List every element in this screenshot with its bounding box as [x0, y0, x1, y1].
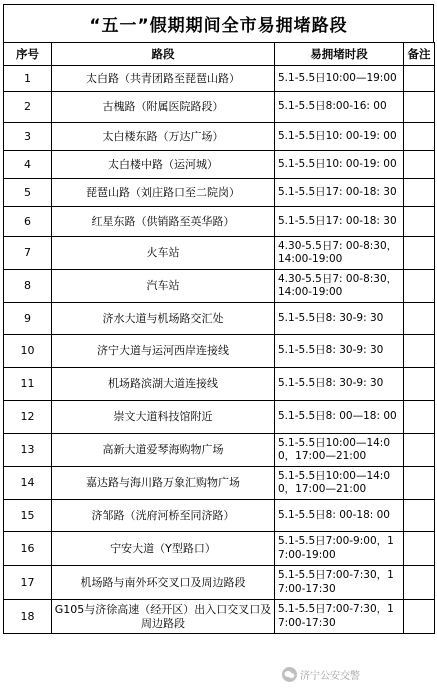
row-number: 11 [4, 368, 52, 401]
congestion-time: 5.1-5.5日7:00-7:30，17:00-17:30 [275, 566, 404, 600]
remark [404, 401, 435, 434]
remark [404, 600, 435, 634]
remark [404, 566, 435, 600]
road-segment: 古槐路（附属医院路段） [52, 92, 275, 123]
congestion-time: 4.30-5.5日7: 00-8:30，14:00-19:00 [275, 237, 404, 270]
table-row [4, 500, 435, 532]
table-row [4, 303, 435, 335]
row-number: 2 [4, 92, 52, 123]
road-segment: 太白路（共青团路至琵琶山路） [52, 66, 275, 92]
header-road: 路段 [52, 43, 275, 66]
congestion-time: 5.1-5.5日8:00-16: 00 [275, 92, 404, 123]
road-segment: 高新大道爱琴海购物广场 [52, 434, 275, 467]
road-segment: 琵琶山路（刘庄路口至二院岗） [52, 179, 275, 207]
row-number: 14 [4, 467, 52, 500]
remark [404, 237, 435, 270]
road-segment: 汽车站 [52, 270, 275, 303]
remark [404, 92, 435, 123]
page-title: “五一”假期期间全市易拥堵路段 [3, 4, 434, 42]
congestion-time: 5.1-5.5日10:00—14:00，17:00—21:00 [275, 467, 404, 500]
road-segment: 宁安大道（Y型路口） [52, 532, 275, 566]
watermark-text: 济宁公安交警 [300, 670, 360, 682]
congestion-table [3, 42, 435, 634]
road-segment: 火车站 [52, 237, 275, 270]
remark [404, 335, 435, 368]
remark [404, 66, 435, 92]
row-number: 6 [4, 207, 52, 237]
table-row [4, 179, 435, 207]
congestion-time: 5.1-5.5日8: 30-9: 30 [275, 303, 404, 335]
congestion-time: 4.30-5.5日7: 00-8:30，14:00-19:00 [275, 270, 404, 303]
road-segment: 嘉达路与海川路万象汇购物广场 [52, 467, 275, 500]
row-number: 4 [4, 151, 52, 179]
congestion-time: 5.1-5.5日17: 00-18: 30 [275, 179, 404, 207]
table-row [4, 600, 435, 634]
row-number: 15 [4, 500, 52, 532]
road-segment: 济邹路（洸府河桥至同济路） [52, 500, 275, 532]
remark [404, 500, 435, 532]
row-number: 8 [4, 270, 52, 303]
row-number: 17 [4, 566, 52, 600]
row-number: 1 [4, 66, 52, 92]
header-no: 序号 [4, 43, 52, 66]
row-number: 3 [4, 123, 52, 151]
remark [404, 303, 435, 335]
table-row [4, 566, 435, 600]
table-row [4, 532, 435, 566]
table-row [4, 207, 435, 237]
row-number: 7 [4, 237, 52, 270]
remark [404, 123, 435, 151]
road-segment: G105与济徐高速（经开区）出入口交叉口及周边路段 [52, 600, 275, 634]
road-segment: 济宁大道与运河西岸连接线 [52, 335, 275, 368]
road-segment: 机场路与南外环交叉口及周边路段 [52, 566, 275, 600]
table-row [4, 66, 435, 92]
row-number: 12 [4, 401, 52, 434]
table-row [4, 434, 435, 467]
congestion-time: 5.1-5.5日10:00—19:00 [275, 66, 404, 92]
congestion-time: 5.1-5.5日17: 00-18: 30 [275, 207, 404, 237]
remark [404, 467, 435, 500]
row-number: 5 [4, 179, 52, 207]
header-time: 易拥堵时段 [275, 43, 404, 66]
road-segment: 红星东路（供销路至英华路） [52, 207, 275, 237]
congestion-time: 5.1-5.5日10: 00-19: 00 [275, 151, 404, 179]
row-number: 16 [4, 532, 52, 566]
table-row [4, 401, 435, 434]
congestion-time: 5.1-5.5日8: 30-9: 30 [275, 335, 404, 368]
table-row [4, 237, 435, 270]
congestion-time: 5.1-5.5日10:00—14:00，17:00—21:00 [275, 434, 404, 467]
table-row [4, 335, 435, 368]
remark [404, 207, 435, 237]
table-row [4, 151, 435, 179]
congestion-time: 5.1-5.5日7:00-9:00，17:00-19:00 [275, 532, 404, 566]
row-number: 13 [4, 434, 52, 467]
road-segment: 崇文大道科技馆附近 [52, 401, 275, 434]
congestion-time: 5.1-5.5日8: 30-9: 30 [275, 368, 404, 401]
remark [404, 532, 435, 566]
table-row [4, 123, 435, 151]
remark [404, 179, 435, 207]
table-row [4, 92, 435, 123]
road-segment: 太白楼东路（万达广场） [52, 123, 275, 151]
congestion-table-sheet [3, 4, 434, 689]
road-segment: 机场路滨湖大道连接线 [52, 368, 275, 401]
table-header-row [4, 43, 435, 66]
congestion-time: 5.1-5.5日8: 00-18: 00 [275, 500, 404, 532]
table-row [4, 368, 435, 401]
remark [404, 368, 435, 401]
table-row [4, 467, 435, 500]
row-number: 9 [4, 303, 52, 335]
congestion-time: 5.1-5.5日10: 00-19: 00 [275, 123, 404, 151]
remark [404, 434, 435, 467]
road-segment: 济水大道与机场路交汇处 [52, 303, 275, 335]
table-row [4, 270, 435, 303]
remark [404, 270, 435, 303]
remark [404, 151, 435, 179]
row-number: 18 [4, 600, 52, 634]
row-number: 10 [4, 335, 52, 368]
header-note: 备注 [404, 43, 435, 66]
congestion-time: 5.1-5.5日8: 00—18: 00 [275, 401, 404, 434]
road-segment: 太白楼中路（运河城） [52, 151, 275, 179]
congestion-time: 5.1-5.5日7:00-7:30，17:00-17:30 [275, 600, 404, 634]
